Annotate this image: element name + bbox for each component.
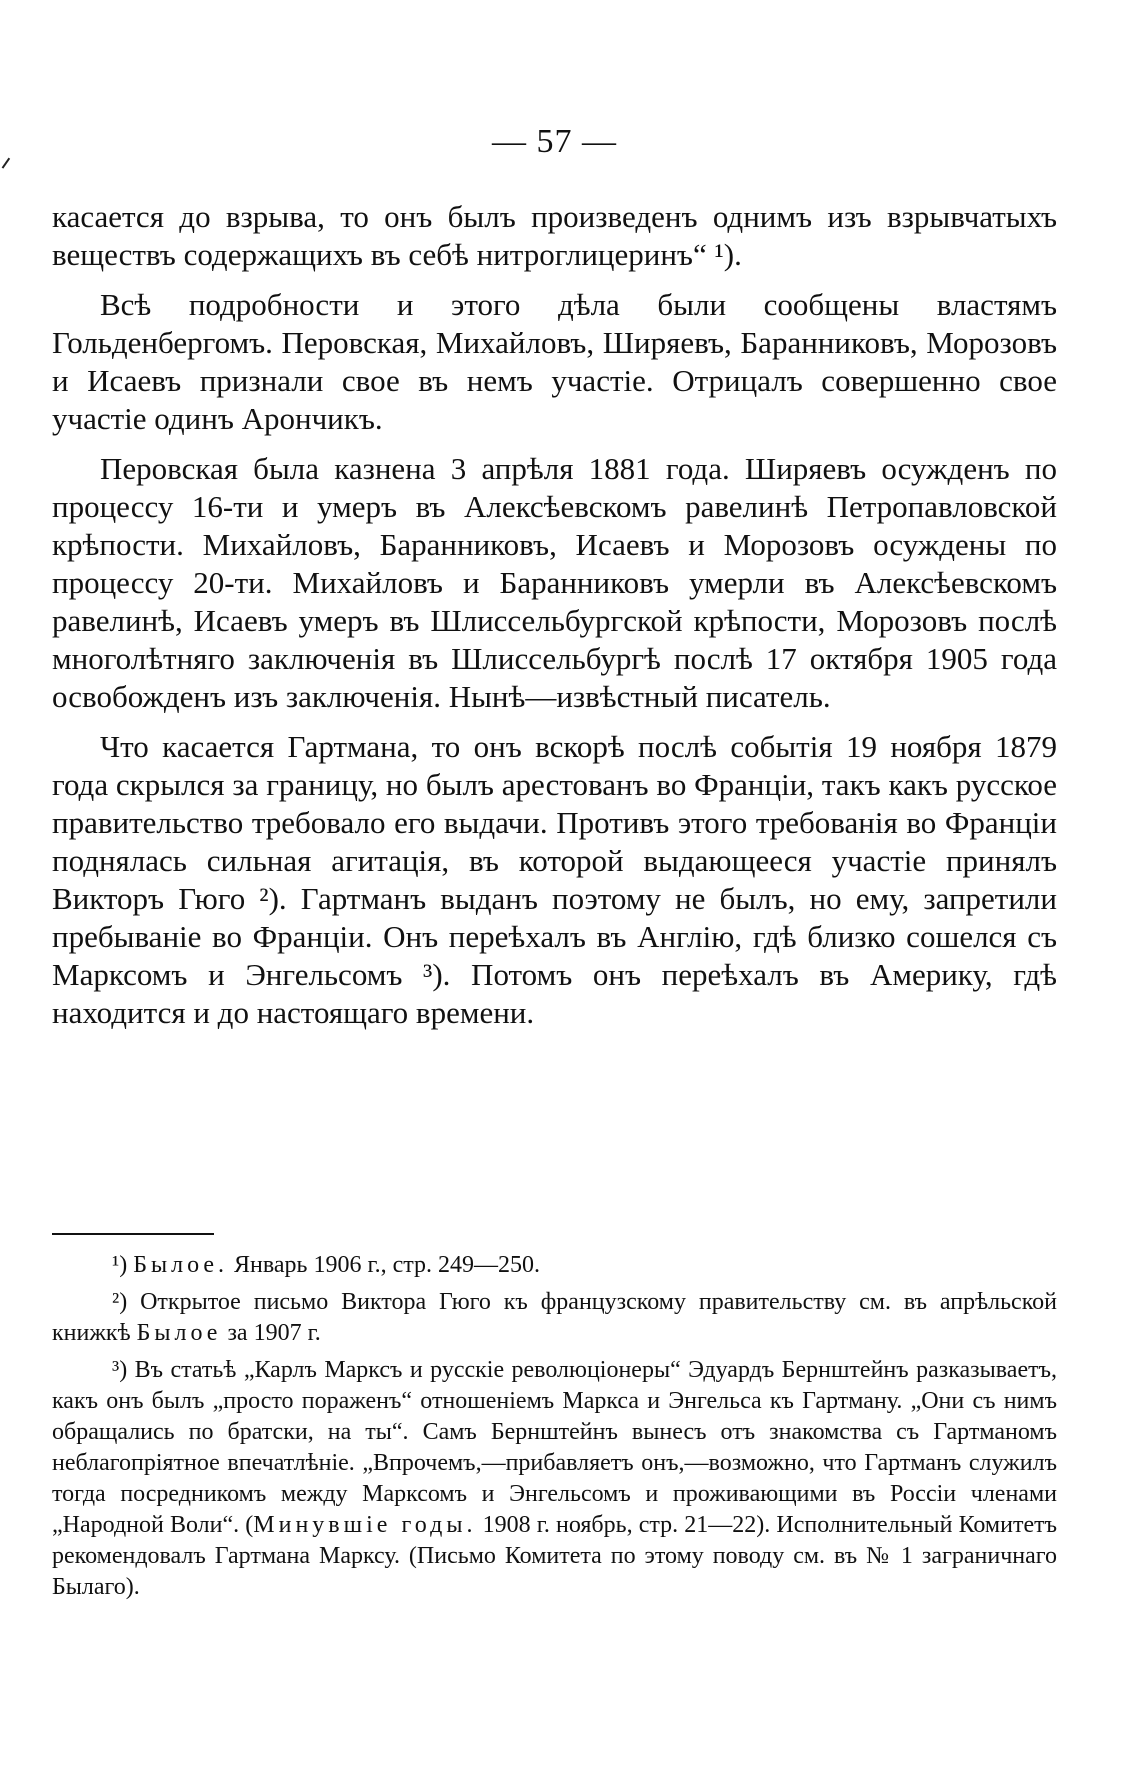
footnote-divider xyxy=(52,1233,214,1235)
footnote-3 xyxy=(52,1355,1057,1603)
scan-mark xyxy=(2,158,19,175)
footnote-source: Былое xyxy=(136,1320,222,1346)
footnote-mark: ¹) xyxy=(112,1252,128,1278)
footnote-mark: ³) xyxy=(112,1357,128,1383)
paragraph-3: Перовская была казнена 3 апрѣля 1881 года. Ширяевъ осужденъ по процессу 16-ти и умеръ въ Алексѣевскомъ равелинѣ Петропавловской крѣпости. Михайловъ, Баранниковъ, Исаевъ и Морозовъ осуждены по процессу 20-ти. Михайловъ и Баранниковъ умерли въ Алексѣевскомъ равелинѣ, Исаевъ умеръ въ Шлиссельбургской крѣпости, Морозовъ послѣ многолѣтняго заключенія въ Шлиссельбургѣ послѣ 17 октября 1905 года освобожденъ изъ заключенія. Нынѣ—извѣстный писатель. xyxy=(52,451,1057,714)
footnote-text: Открытое письмо Виктора Гюго къ французскому правительству см. въ апрѣльской книжкѣ xyxy=(52,1289,1057,1346)
paragraph-2: Всѣ подробности и этого дѣла были сообщены властямъ Гольденбергомъ. Перовская, Михайловъ, Ширяевъ, Баранниковъ, Морозовъ и Исаевъ признали свое въ немъ участіе. Отрицалъ совершенно свое участіе одинъ Арончикъ. xyxy=(52,287,1057,436)
paragraph-1: касается до взрыва, то онъ былъ произведенъ однимъ изъ взрывчатыхъ веществъ содержащихъ въ себѣ нитроглицеринъ“ ¹). xyxy=(52,199,1057,272)
footnote-text-after: за 1907 г. xyxy=(227,1320,321,1346)
footnote-1 xyxy=(52,1250,1057,1281)
page-number: — 57 — xyxy=(492,123,617,160)
footnote-mark: ²) xyxy=(112,1289,128,1315)
footnote-source: Минувшіе годы. xyxy=(253,1512,477,1538)
footnote-text: Январь 1906 г., стр. 249—250. xyxy=(234,1252,541,1278)
footnote-text-after: 1908 г. ноябрь, стр. 21—22). Исполнительный Комитетъ рекомендовалъ Гартмана Марксу. (Письмо Комитета по этому поводу см. въ № 1 заграничнаго Былаго). xyxy=(52,1512,1058,1600)
paragraph-4: Что касается Гартмана, то онъ вскорѣ послѣ событія 19 ноября 1879 года скрылся за границу, но былъ арестованъ во Франціи, такъ какъ русское правительство требовало его выдачи. Противъ этого требованія во Франціи поднялась сильная агитація, въ которой выдающееся участіе принялъ Викторъ Гюго ²). Гартманъ выданъ поэтому не былъ, но ему, запретили пребываніе во Франціи. Онъ переѣхалъ въ Англію, гдѣ близко сошелся съ Марксомъ и Энгельсомъ ³). Потомъ онъ переѣхалъ въ Америку, гдѣ находится и до настоящаго времени. xyxy=(52,729,1057,1030)
footnote-text: Въ статьѣ „Карлъ Марксъ и русскіе революціонеры“ Эдуардъ Бернштейнъ разказываетъ, какъ онъ былъ „просто пораженъ“ отношеніемъ Маркса и Энгельса къ Гартману. „Они съ нимъ обращались по братски, на ты“. Самъ Бернштейнъ вынесъ отъ знакомства съ Гартманомъ неблагопріятное впечатлѣніе. „Впрочемъ,—прибавляетъ онъ,—возможно, что Гартманъ служилъ тогда посредникомъ между Марксомъ и Энгельсомъ и проживающими въ Россіи членами „Народной Воли“. ( xyxy=(52,1357,1058,1538)
footnotes xyxy=(52,1250,1057,1609)
footnote-2 xyxy=(52,1287,1057,1349)
footnote-source: Былое. xyxy=(133,1252,229,1278)
main-text xyxy=(52,198,1057,1044)
